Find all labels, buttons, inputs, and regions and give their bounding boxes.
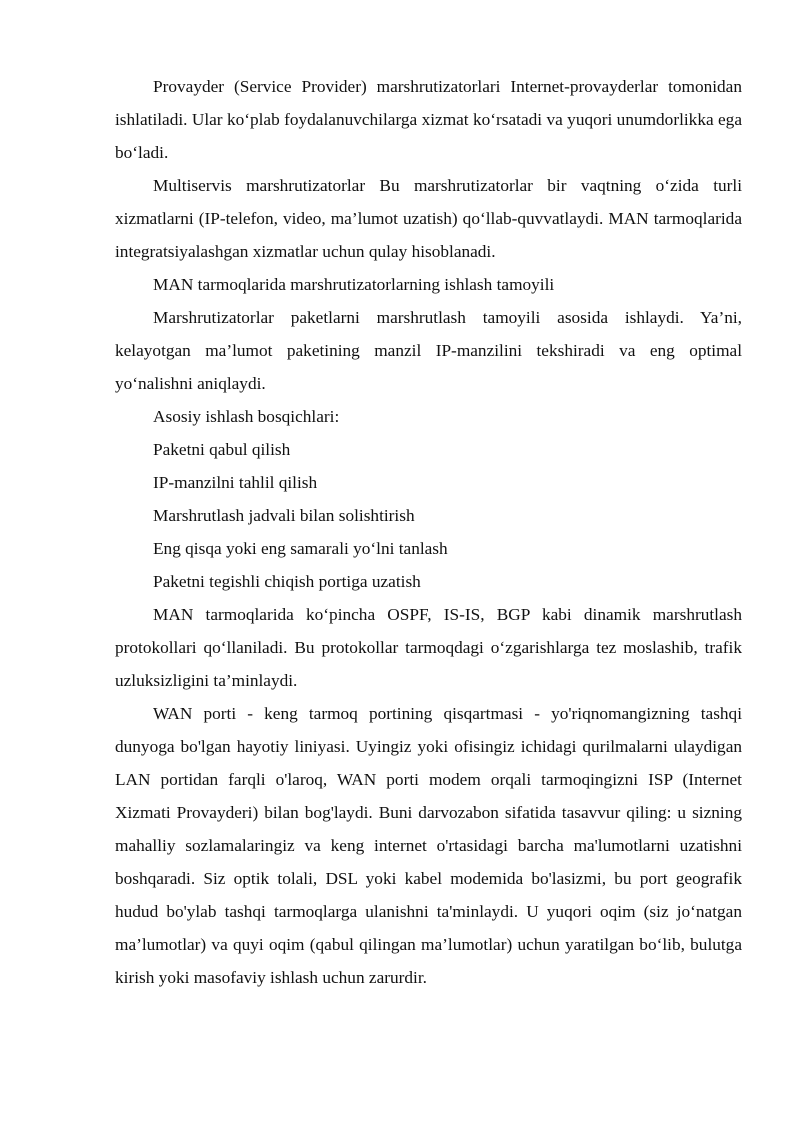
paragraph-routing-principle: Marshrutizatorlar paketlarni marshrutlash tamoyili asosida ishlaydi. Ya’ni, kelayotgan ma’lumot paketining manzil IP-manzilini tekshiradi va eng optimal yo‘nalishni aniqlaydi.: [115, 308, 742, 393]
list-item-step-4: Eng qisqa yoki eng samarali yo‘lni tanlash: [153, 539, 448, 558]
paragraph-wan-port: WAN porti - keng tarmoq portining qisqartmasi - yo'riqnomangizning tashqi dunyoga bo'lgan hayotiy liniyasi. Uyingiz yoki ofisingiz ichidagi qurilmalarni ulaydigan LAN portidan farqli o'laroq, WAN porti modem orqali tarmoqingizni ISP (Internet Xizmati Provayderi) bilan bog'laydi. Buni darvozabon sifatida tasavvur qiling: u sizning mahalliy sozlamalaringiz va keng internet o'rtasidagi barcha ma'lumotlarni uzatishni boshqaradi. Siz optik tolali, DSL yoki kabel modemida bo'lasizmi, bu port geografik hudud bo'ylab tashqi tarmoqlarga ulanishni ta'minlaydi. U yuqori oqim (siz jo‘natgan ma’lumotlar) va quyi oqim (qabul qilingan ma’lumotlar) uchun yaratilgan bo‘lib, bulutga kirish yoki masofaviy ishlash uchun zarurdir.: [115, 704, 742, 987]
list-item-step-3: Marshrutlash jadvali bilan solishtirish: [153, 506, 415, 525]
paragraph-multiservice-routers: Multiservis marshrutizatorlar Bu marshrutizatorlar bir vaqtning o‘zida turli xizmatlarni (IP-telefon, video, ma’lumot uzatish) qo‘llab-quvvatlaydi. MAN tarmoqlarida integratsiyalashgan xizmatlar uchun qulay hisoblanadi.: [115, 176, 742, 261]
paragraph-section-heading: MAN tarmoqlarida marshrutizatorlarning ishlash tamoyili: [153, 275, 555, 294]
paragraph-steps-intro: Asosiy ishlash bosqichlari:: [153, 407, 340, 426]
paragraph-provider-routers: Provayder (Service Provider) marshrutizatorlari Internet-provayderlar tomonidan ishlatiladi. Ular ko‘plab foydalanuvchilarga xizmat ko‘rsatadi va yuqori unumdorlikka ega bo‘ladi.: [115, 77, 742, 162]
paragraph-dynamic-protocols: MAN tarmoqlarida ko‘pincha OSPF, IS-IS, BGP kabi dinamik marshrutlash protokollari qo‘llaniladi. Bu protokollar tarmoqdagi o‘zgarishlarga tez moslashib, trafik uzluksizligini ta’minlaydi.: [115, 605, 742, 690]
document-page: [115, 70, 742, 994]
list-item-step-5: Paketni tegishli chiqish portiga uzatish: [153, 572, 421, 591]
list-item-step-1: Paketni qabul qilish: [153, 440, 291, 459]
list-item-step-2: IP-manzilni tahlil qilish: [153, 473, 318, 492]
